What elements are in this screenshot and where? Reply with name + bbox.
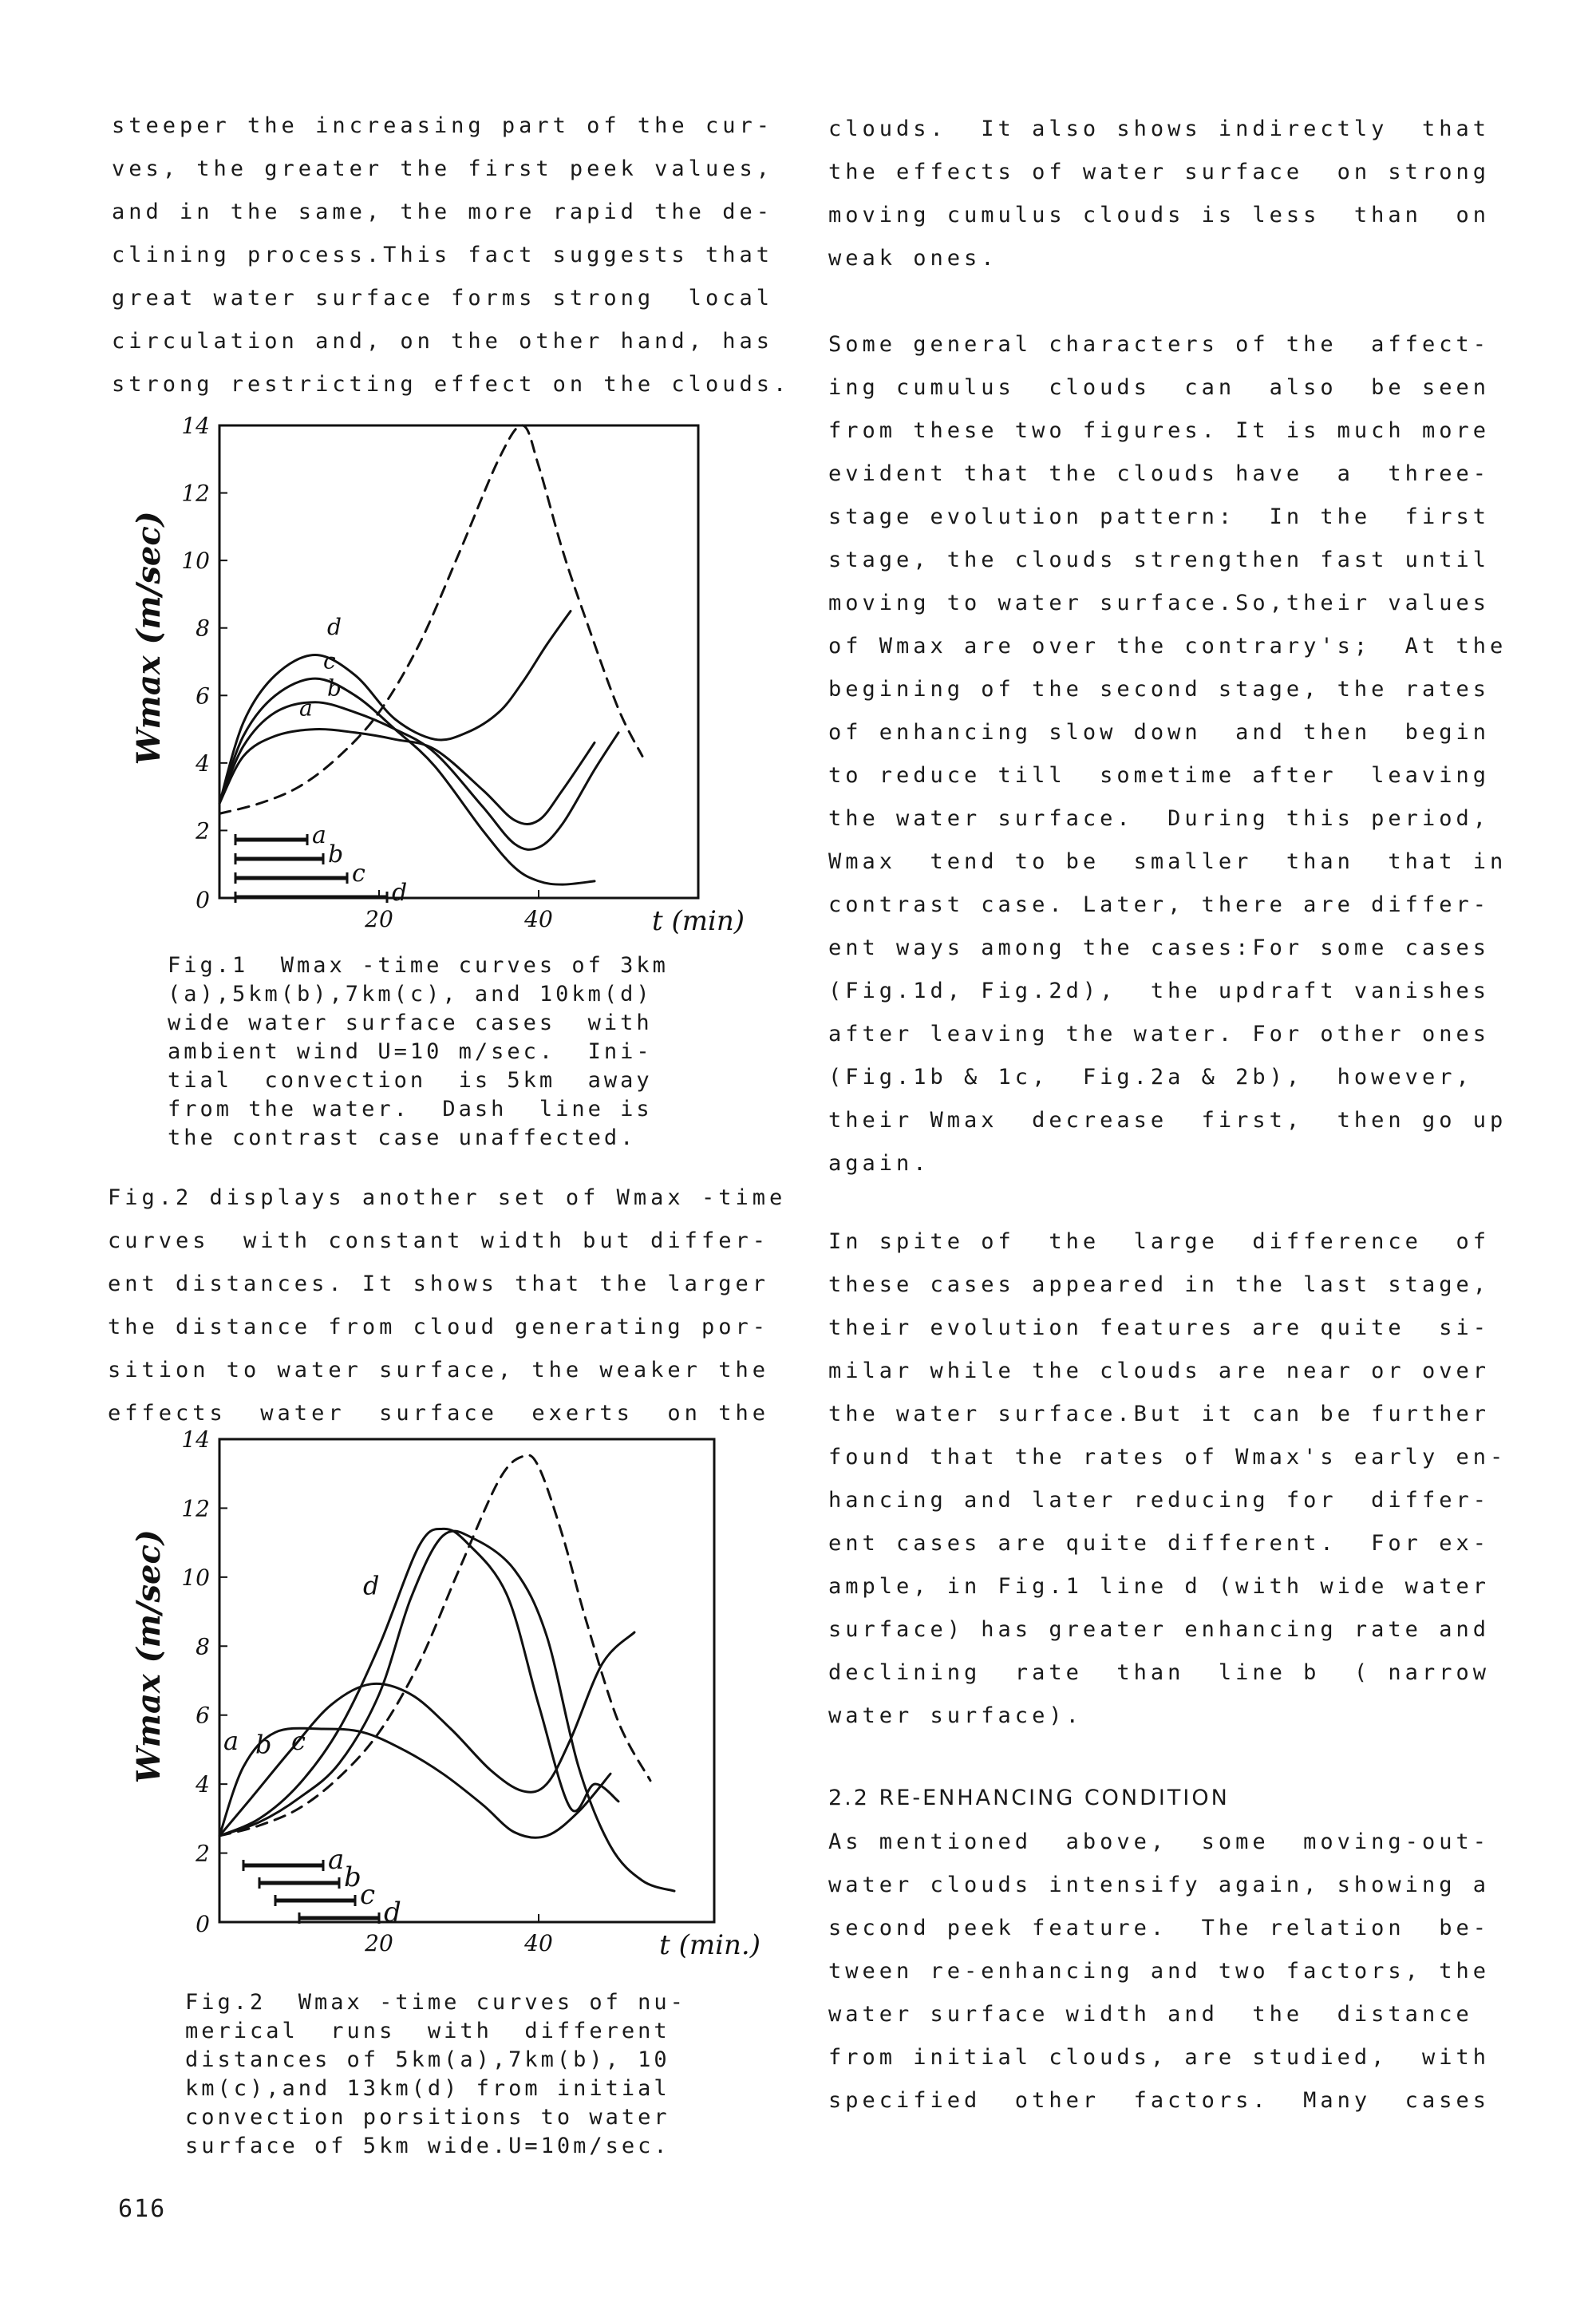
water-bar-label: b	[328, 841, 344, 868]
text-line: sition to water surface, the weaker the	[108, 1358, 769, 1382]
text-line: stage, the clouds strengthen fast until	[828, 548, 1490, 572]
text-line: ample, in Fig.1 line d (with wide water	[828, 1574, 1490, 1599]
curve-label-d: d	[327, 614, 342, 641]
caption-line: merical runs with different	[185, 2019, 670, 2043]
caption-line: surface of 5km wide.U=10m/sec.	[185, 2134, 670, 2158]
water-bar-label: b	[344, 1861, 361, 1893]
text-line: moving to water surface.So,their values	[828, 591, 1490, 615]
text-line: (Fig.1d, Fig.2d), the updraft vanishes	[828, 979, 1490, 1003]
water-bar-label: c	[352, 860, 365, 888]
text-line: water surface width and the distance	[828, 2002, 1473, 2027]
x-axis-label: t (min)	[651, 905, 745, 937]
caption-line: convection porsitions to water	[185, 2105, 670, 2130]
text-line: In spite of the large difference of	[828, 1229, 1490, 1254]
y-tick-label: 6	[196, 682, 210, 710]
text-line: ing cumulus clouds can also be seen	[828, 375, 1490, 400]
text-line: weak ones.	[828, 246, 998, 271]
curve-label-b: b	[327, 674, 342, 702]
page-number: 616	[118, 2195, 167, 2223]
y-tick-label: 10	[181, 1564, 210, 1591]
text-line: contrast case. Later, there are differ-	[828, 892, 1490, 917]
y-origin-label: 0	[196, 887, 210, 913]
curve-label-b: b	[255, 1729, 272, 1760]
y-tick-label: 12	[181, 480, 210, 507]
series-line-contrast	[219, 1455, 650, 1836]
series-line-b	[219, 1632, 634, 1836]
curve-label-a: a	[299, 694, 313, 722]
x-tick-label: 40	[524, 1930, 553, 1956]
water-bar-label: d	[392, 879, 408, 907]
text-line: great water surface forms strong local	[112, 286, 773, 311]
text-line: the water surface. During this period,	[828, 806, 1490, 831]
text-line: clining process.This fact suggests that	[112, 243, 773, 267]
text-line: from initial clouds, are studied, with	[828, 2045, 1490, 2070]
caption-line: from the water. Dash line is	[168, 1097, 653, 1121]
text-line: second peek feature. The relation be-	[828, 1916, 1490, 1940]
y-axis-label: Wmax (m/sec)	[130, 1529, 168, 1784]
text-line: found that the rates of Wmax's early en-	[828, 1445, 1507, 1469]
text-line: the distance from cloud generating por-	[108, 1315, 769, 1339]
text-line: after leaving the water. For other ones	[828, 1022, 1490, 1046]
caption-line: distances of 5km(a),7km(b), 10	[185, 2047, 670, 2072]
text-line: the water surface.But it can be further	[828, 1402, 1490, 1426]
y-axis-label: Wmax (m/sec)	[130, 511, 168, 765]
y-tick-label: 10	[181, 548, 210, 575]
y-tick-label: 2	[196, 817, 210, 844]
text-line: steeper the increasing part of the cur-	[112, 113, 773, 138]
text-line: to reduce till sometime after leaving	[828, 763, 1490, 788]
y-tick-label: 12	[181, 1495, 210, 1522]
text-line: tween re-enhancing and two factors, the	[828, 1959, 1490, 1984]
text-line: surface) has greater enhancing rate and	[828, 1617, 1490, 1642]
x-tick-label: 20	[365, 906, 393, 932]
curve-label-c: c	[291, 1725, 306, 1756]
text-line: ent distances. It shows that the larger	[108, 1272, 769, 1296]
y-tick-label: 4	[196, 750, 210, 777]
text-line: Wmax tend to be smaller than that in	[828, 849, 1507, 874]
caption-line: km(c),and 13km(d) from initial	[185, 2076, 670, 2101]
caption-line: Fig.1 Wmax -time curves of 3km	[168, 953, 669, 978]
text-line: evident that the clouds have a three-	[828, 461, 1490, 486]
caption-line: (a),5km(b),7km(c), and 10km(d)	[168, 982, 653, 1007]
text-line: moving cumulus clouds is less than on	[828, 203, 1490, 227]
text-line: As mentioned above, some moving-out-	[828, 1829, 1490, 1854]
figure-1-chart	[104, 411, 745, 954]
x-axis-label: t (min.)	[659, 1929, 760, 1961]
text-line: milar while the clouds are near or over	[828, 1359, 1490, 1383]
y-tick-label: 4	[196, 1771, 210, 1798]
text-line: water surface).	[828, 1703, 1083, 1728]
text-line: strong restricting effect on the clouds.	[112, 372, 791, 397]
text-line: stage evolution pattern: In the first	[828, 504, 1490, 529]
y-origin-label: 0	[196, 1911, 210, 1937]
water-bar-label: a	[312, 821, 326, 849]
text-line: begining of the second stage, the rates	[828, 677, 1490, 702]
text-line: water clouds intensify again, showing a	[828, 1873, 1490, 1897]
y-tick-label: 2	[196, 1840, 210, 1867]
series-line-d	[219, 1531, 674, 1891]
series-line-a	[219, 1725, 610, 1837]
text-line: of enhancing slow down and then begin	[828, 720, 1490, 745]
curve-label-c: c	[323, 647, 336, 674]
caption-line: ambient wind U=10 m/sec. Ini-	[168, 1039, 653, 1064]
series-line-contrast	[219, 425, 642, 813]
curve-label-a: a	[223, 1725, 239, 1756]
y-tick-label: 8	[196, 615, 210, 642]
x-tick-label: 20	[365, 1930, 393, 1956]
y-tick-label: 14	[181, 413, 210, 439]
curve-label-d: d	[363, 1570, 380, 1601]
text-line: of Wmax are over the contrary's; At the	[828, 634, 1507, 659]
text-line: their Wmax decrease first, then go up	[828, 1108, 1507, 1133]
text-line: Some general characters of the affect-	[828, 332, 1490, 357]
series-line-d	[219, 611, 571, 804]
water-bar-label: a	[328, 1844, 345, 1876]
text-line: their evolution features are quite si-	[828, 1315, 1490, 1340]
text-line: clouds. It also shows indirectly that	[828, 117, 1490, 141]
text-line: ent cases are quite different. For ex-	[828, 1531, 1490, 1556]
caption-line: tial convection is 5km away	[168, 1068, 653, 1093]
text-line: from these two figures. It is much more	[828, 418, 1490, 443]
y-tick-label: 6	[196, 1702, 210, 1729]
y-tick-label: 8	[196, 1633, 210, 1660]
text-line: and in the same, the more rapid the de-	[112, 200, 773, 224]
series-line-b	[219, 702, 618, 850]
text-line: again.	[828, 1151, 930, 1176]
caption-line: wide water surface cases with	[168, 1011, 653, 1035]
text-line: specified other factors. Many cases	[828, 2088, 1490, 2113]
series-line-a	[219, 729, 595, 824]
text-line: curves with constant width but differ-	[108, 1228, 769, 1253]
series-line-c	[219, 678, 595, 884]
text-line: Fig.2 displays another set of Wmax -time	[108, 1185, 787, 1210]
text-line: declining rate than line b ( narrow	[828, 1660, 1490, 1685]
caption-line: the contrast case unaffected.	[168, 1125, 637, 1150]
water-bar-label: d	[384, 1897, 401, 1928]
caption-line: Fig.2 Wmax -time curves of nu-	[185, 1990, 686, 2015]
y-tick-label: 14	[181, 1426, 210, 1453]
figure-2-chart	[104, 1426, 760, 1992]
text-line: these cases appeared in the last stage,	[828, 1272, 1490, 1297]
plot-frame	[219, 1439, 714, 1922]
text-line: (Fig.1b & 1c, Fig.2a & 2b), however,	[828, 1065, 1473, 1090]
x-tick-label: 40	[524, 906, 553, 932]
water-bar-label: c	[360, 1879, 376, 1911]
text-line: hancing and later reducing for differ-	[828, 1488, 1490, 1513]
section-heading: 2.2 RE-ENHANCING CONDITION	[828, 1786, 1230, 1810]
text-line: ves, the greater the first peek values,	[112, 156, 773, 181]
text-line: ent ways among the cases:For some cases	[828, 935, 1490, 960]
text-line: effects water surface exerts on the	[108, 1401, 769, 1426]
text-line: the effects of water surface on strong	[828, 160, 1490, 184]
text-line: circulation and, on the other hand, has	[112, 329, 773, 354]
